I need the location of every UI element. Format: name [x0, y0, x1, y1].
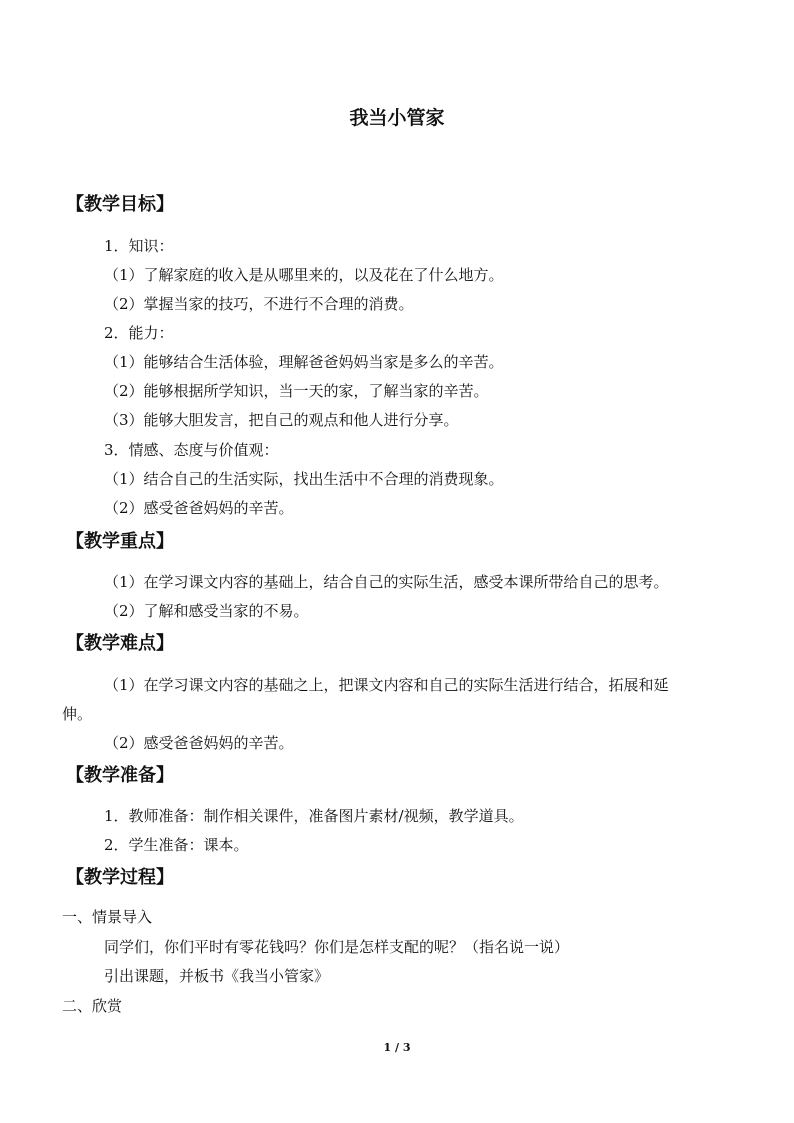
objective-line: （1）结合自己的生活实际，找出生活中不合理的消费现象。: [104, 470, 504, 488]
process-line: 引出课题，并板书《我当小管家》: [104, 967, 330, 985]
key-point-line: （2）了解和感受当家的不易。: [104, 602, 309, 620]
preparation-line: 2．学生准备：课本。: [104, 836, 249, 854]
heading-preparation: 【教学准备】: [66, 765, 174, 786]
process-line: 二、欣赏: [62, 997, 123, 1015]
heading-process: 【教学过程】: [66, 867, 174, 888]
objective-line: 1．知识：: [104, 237, 174, 255]
difficulty-line: 伸。: [62, 705, 93, 723]
preparation-line: 1．教师准备：制作相关课件，准备图片素材/视频，教学道具。: [104, 807, 524, 825]
difficulty-line: （2）感受爸爸妈妈的辛苦。: [104, 734, 294, 752]
objective-line: （2）掌握当家的技巧，不进行不合理的消费。: [104, 295, 414, 313]
objective-line: （2）感受爸爸妈妈的辛苦。: [104, 499, 294, 517]
process-line: 一、情景导入: [62, 908, 153, 926]
heading-difficulties: 【教学难点】: [66, 633, 174, 654]
page-number: 1 / 3: [383, 1041, 411, 1054]
objective-line: （1）能够结合生活体验，理解爸爸妈妈当家是多么的辛苦。: [104, 353, 504, 371]
document-title: 我当小管家: [349, 107, 445, 129]
objective-line: （3）能够大胆发言，把自己的观点和他人进行分享。: [104, 411, 459, 429]
heading-key-points: 【教学重点】: [66, 531, 174, 552]
heading-objectives: 【教学目标】: [66, 194, 174, 215]
objective-line: （2）能够根据所学知识，当一天的家，了解当家的辛苦。: [104, 382, 489, 400]
key-point-line: （1）在学习课文内容的基础上，结合自己的实际生活，感受本课所带给自己的思考。: [104, 573, 669, 591]
process-line: 同学们，你们平时有零花钱吗？你们是怎样支配的呢？（指名说一说）: [104, 938, 570, 956]
difficulty-line: （1）在学习课文内容的基础之上，把课文内容和自己的实际生活进行结合，拓展和延: [104, 676, 669, 694]
objective-line: 3．情感、态度与价值观：: [104, 441, 279, 459]
objective-line: （1）了解家庭的收入是从哪里来的，以及花在了什么地方。: [104, 266, 504, 284]
objective-line: 2．能力：: [104, 324, 174, 342]
